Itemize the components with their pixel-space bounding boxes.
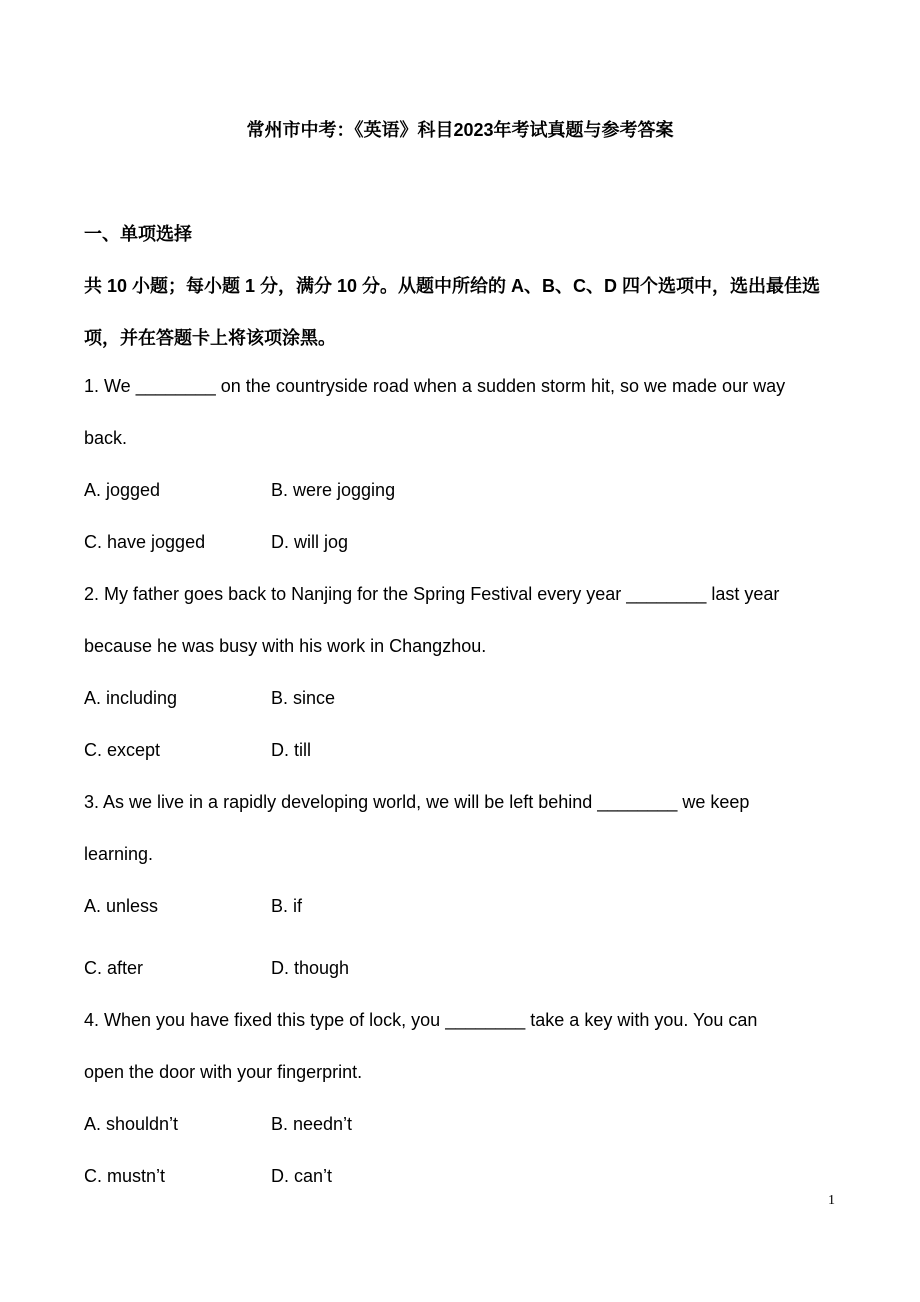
page-number: 1 <box>828 1193 835 1208</box>
question-4-option-c: C. mustn’t <box>84 1166 166 1186</box>
question-3-stem-cont: learning. <box>84 844 154 864</box>
question-4-stem: 4. When you have fixed this type of lock, you ________ take a key with you. You can <box>84 1010 758 1030</box>
question-4-stem-cont: open the door with your fingerprint. <box>84 1062 363 1082</box>
question-2-option-b: B. since <box>271 688 336 708</box>
question-1-option-d: D. will jog <box>271 532 349 552</box>
question-1-option-c: C. have jogged <box>84 532 206 552</box>
question-1-stem-cont: back. <box>84 428 128 448</box>
question-2-option-c: C. except <box>84 740 161 760</box>
question-3-stem: 3. As we live in a rapidly developing world, we will be left behind ________ we keep <box>84 792 750 812</box>
question-4-option-b: B. needn’t <box>271 1114 353 1134</box>
instruction-line-1: 共 10 小题；每小题 1 分，满分 10 分。从题中所给的 A、B、C、D 四个选项中，选出最佳选 <box>84 276 821 296</box>
instruction-line-2: 项，并在答题卡上将该项涂黑。 <box>84 328 336 348</box>
question-3-option-c: C. after <box>84 958 144 978</box>
section-heading: 一、单项选择 <box>84 224 192 244</box>
question-3-option-b: B. if <box>271 896 303 916</box>
question-2-option-d: D. till <box>271 740 311 760</box>
document-title: 常州市中考：《英语》科目2023年考试真题与参考答案 <box>246 120 674 140</box>
question-2-stem: 2. My father goes back to Nanjing for the Spring Festival every year ________ last year <box>84 584 780 604</box>
question-2-option-a: A. including <box>84 688 178 708</box>
question-1-stem: 1. We ________ on the countryside road when a sudden storm hit, so we made our way <box>84 376 786 396</box>
question-3-option-a: A. unless <box>84 896 159 916</box>
question-1-option-b: B. were jogging <box>271 480 396 500</box>
question-4-option-d: D. can’t <box>271 1166 333 1186</box>
question-4-option-a: A. shouldn’t <box>84 1114 179 1134</box>
question-2-stem-cont: because he was busy with his work in Changzhou. <box>84 636 487 656</box>
question-3-option-d: D. though <box>271 958 350 978</box>
question-1-option-a: A. jogged <box>84 480 161 500</box>
